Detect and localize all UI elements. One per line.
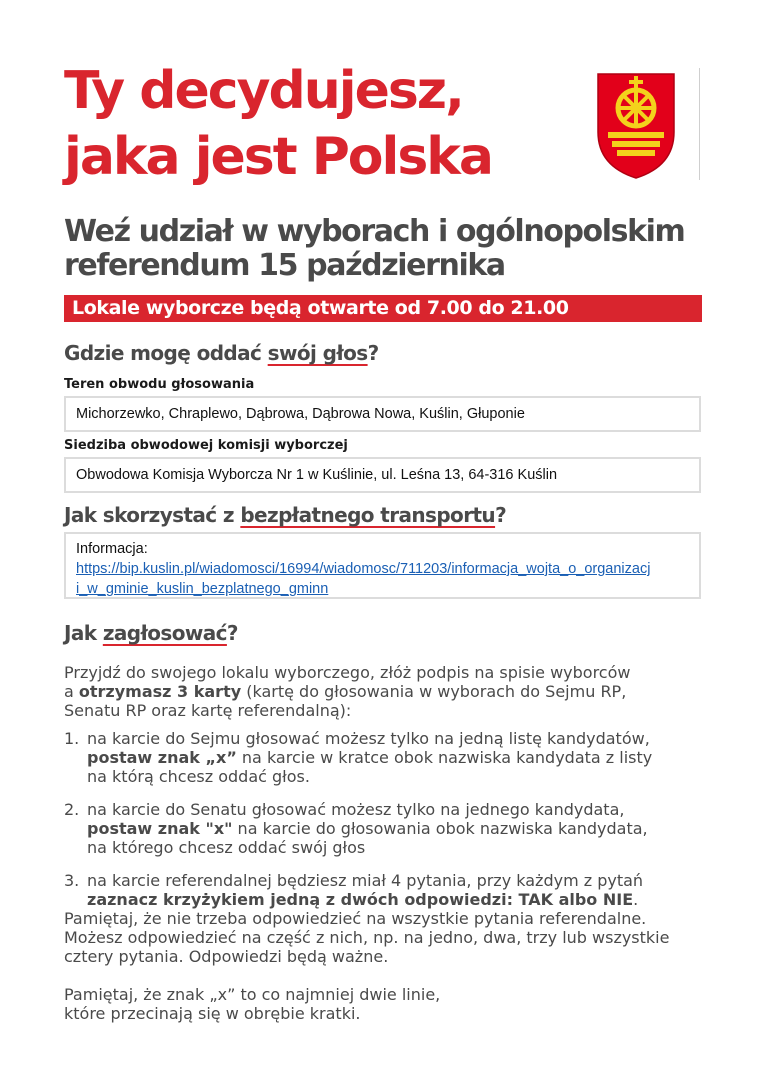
- intro-line-2c: (kartę do głosowania w wyborach do Sejmu RP,: [241, 682, 627, 701]
- item-text: na którego chcesz oddać swój głos: [87, 838, 366, 857]
- item-number: 2.: [64, 800, 80, 819]
- seat-field: [64, 457, 701, 493]
- coat-of-arms-icon: [594, 70, 678, 180]
- heading-text: Jak: [64, 621, 103, 645]
- link-line-2: i_w_gminie_kuslin_bezplatnego_gminn: [76, 581, 329, 597]
- item-emphasis: postaw znak "x": [87, 819, 233, 838]
- item-text: na karcie do Sejmu głosować możesz tylko na jedną listę kandydatów,: [87, 729, 650, 748]
- title-line-2: jaka jest Polska: [64, 127, 492, 187]
- item-text: na karcie referendalnej będziesz miał 4 pytania, przy każdym z pytań: [87, 871, 644, 890]
- list-item: [64, 800, 714, 857]
- heading-emphasis: swój głos: [267, 341, 368, 365]
- note-x-mark: [64, 985, 714, 1023]
- area-value: Michorzewko, Chraplewo, Dąbrowa, Dąbrowa Nowa, Kuślin, Głuponie: [76, 406, 525, 422]
- subtitle-line-2: referendum 15 października: [64, 248, 505, 283]
- note-referendum: [64, 909, 714, 966]
- opening-hours-banner: Lokale wyborcze będą otwarte od 7.00 do 21.00: [64, 295, 702, 322]
- howto-heading: [64, 620, 238, 646]
- intro-emphasis: otrzymasz 3 karty: [78, 682, 242, 701]
- seat-value: Obwodowa Komisja Wyborcza Nr 1 w Kuślinie, ul. Leśna 13, 64-316 Kuślin: [76, 467, 558, 483]
- heading-mark: ?: [226, 621, 238, 645]
- note-line: cztery pytania. Odpowiedzi będą ważne.: [64, 947, 389, 966]
- transport-info-box: [64, 532, 701, 599]
- heading-mark: ?: [367, 341, 379, 365]
- item-text: na karcie w kratce obok nazwiska kandydata z listy: [236, 748, 653, 767]
- item-text: .: [633, 890, 639, 909]
- intro-line-2a: a: [64, 682, 79, 701]
- heading-emphasis: bezpłatnego transportu: [240, 503, 496, 527]
- intro-line-3: Senatu RP oraz kartę referendalną):: [64, 701, 352, 720]
- link-line-1: https://bip.kuslin.pl/wiadomosci/16994/wiadomosc/711203/informacja_wojta_o_organizacj: [76, 561, 651, 577]
- area-label: Teren obwodu głosowania: [64, 377, 255, 392]
- main-title: [64, 58, 584, 190]
- heading-emphasis: zagłosować: [102, 621, 227, 645]
- voting-steps-list: [64, 729, 714, 909]
- item-text: na karcie do Senatu głosować możesz tylko na jednego kandydata,: [87, 800, 625, 819]
- item-text: na którą chcesz oddać głos.: [87, 767, 310, 786]
- item-text: na karcie do głosowania obok nazwiska kandydata,: [232, 819, 648, 838]
- note-line: Pamiętaj, że znak „x” to co najmniej dwie linie,: [64, 985, 441, 1004]
- title-line-1: Ty decydujesz,: [64, 61, 463, 121]
- note-line: Pamiętaj, że nie trzeba odpowiedzieć na wszystkie pytania referendalne.: [64, 909, 647, 928]
- seat-label: Siedziba obwodowej komisji wyborczej: [64, 438, 348, 453]
- heading-mark: ?: [495, 503, 507, 527]
- list-item: [64, 871, 714, 909]
- item-number: 1.: [64, 729, 80, 748]
- note-line: Możesz odpowiedzieć na część z nich, np. na jedno, dwa, trzy lub wszystkie: [64, 928, 670, 947]
- item-emphasis: zaznacz krzyżykiem jedną z dwóch odpowiedzi: TAK albo NIE: [87, 890, 634, 909]
- info-label: Informacja:: [76, 541, 148, 557]
- transport-heading: [64, 502, 506, 528]
- note-line: które przecinają się w obrębie kratki.: [64, 1004, 361, 1023]
- heading-text: Gdzie mogę oddać: [64, 341, 268, 365]
- divider: [699, 68, 700, 180]
- transport-info-link[interactable]: [76, 561, 650, 597]
- where-heading: [64, 340, 379, 366]
- subtitle-line-1: Weź udział w wyborach i ogólnopolskim: [64, 214, 685, 249]
- subtitle: [64, 215, 724, 283]
- intro-line-1: Przyjdź do swojego lokalu wyborczego, złóż podpis na spisie wyborców: [64, 663, 631, 682]
- list-item: [64, 729, 714, 786]
- item-emphasis: postaw znak „x”: [87, 748, 237, 767]
- item-number: 3.: [64, 871, 80, 890]
- howto-intro: [64, 663, 714, 720]
- area-field: [64, 396, 701, 432]
- heading-text: Jak skorzystać z: [64, 503, 241, 527]
